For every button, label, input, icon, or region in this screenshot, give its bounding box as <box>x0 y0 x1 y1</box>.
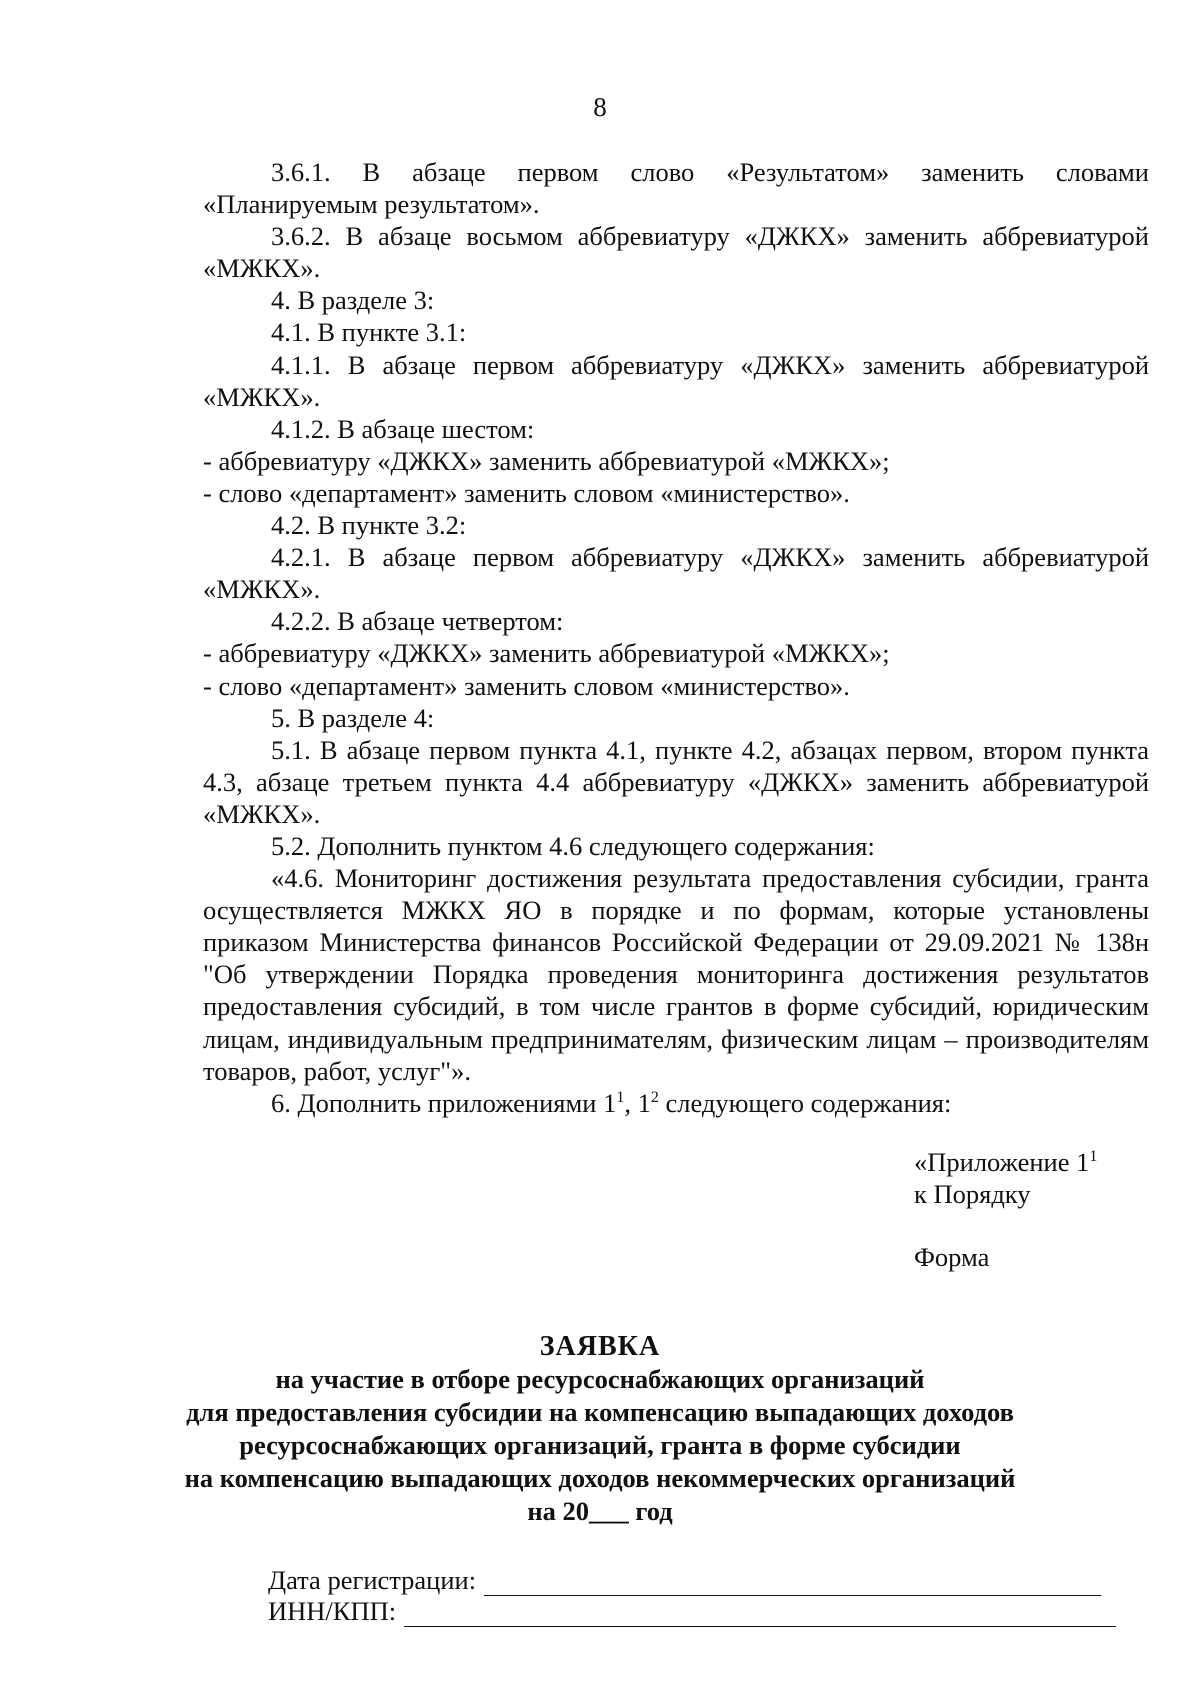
paragraph: 3.6.1. В абзаце первом слово «Результатом» заменить словами «Планируемым результатом». <box>203 157 1149 220</box>
paragraph: 4.1.1. В абзаце первом аббревиатуру «ДЖКХ» заменить аббревиатурой «МЖКХ». <box>203 349 1149 412</box>
appendix-line <box>914 1146 1097 1178</box>
dash-item: - слово «департамент» заменить словом «министерство». <box>203 670 850 701</box>
appendix-line: к Порядку <box>914 1179 1031 1209</box>
dash-item: - слово «департамент» заменить словом «министерство». <box>203 477 850 508</box>
supplement-paragraph <box>203 1087 1149 1119</box>
supplement-text: , 1 <box>624 1087 651 1118</box>
dash-item: - аббревиатуру «ДЖКХ» заменить аббревиатурой «МЖКХ»; <box>203 445 890 476</box>
paragraph: 4.2.1. В абзаце первом аббревиатуру «ДЖКХ» заменить аббревиатурой «МЖКХ». <box>203 542 1149 605</box>
superscript: 2 <box>650 1088 659 1106</box>
inn-kpp-row <box>268 1596 1116 1627</box>
heading-line: на 20___ год <box>527 1496 673 1526</box>
paragraph: «4.6. Мониторинг достижения результата предоставления субсидии, гранта осуществляется МЖКХ ЯО в порядке и по формам, которые установлены приказом Министерства финансов Российской Федерации от 29.09.2021 № 138н "Об утверждении Порядка проведения мониторинга достижения результатов предоставления субсидий, в том числе грантов в форме субсидий, юридическим лицам, индивидуальным предпринимателям, физическим лицам – производителям товаров, работ, услуг"». <box>203 863 1149 1086</box>
heading-line: для предоставления субсидии на компенсацию выпадающих доходов <box>186 1397 1014 1427</box>
paragraph: 3.6.2. В абзаце восьмом аббревиатуру «ДЖКХ» заменить аббревиатурой «МЖКХ». <box>203 221 1149 284</box>
page-number: 8 <box>593 92 607 122</box>
superscript: 1 <box>616 1088 625 1106</box>
paragraph: 5.2. Дополнить пунктом 4.6 следующего содержания: <box>271 830 875 861</box>
application-heading <box>150 1330 1050 1528</box>
appendix-title: «Приложение 1 <box>914 1147 1090 1177</box>
heading-line: на участие в отборе ресурсоснабжающих организаций <box>275 1364 925 1394</box>
heading-line: ресурсоснабжающих организаций, гранта в форме субсидии <box>239 1430 961 1460</box>
paragraph: 4. В разделе 3: <box>271 285 435 316</box>
paragraph: 4.1. В пункте 3.1: <box>271 317 467 348</box>
form-label: Форма <box>914 1242 990 1272</box>
paragraph: 4.1.2. В абзаце шестом: <box>271 413 535 444</box>
superscript: 1 <box>1089 1148 1098 1166</box>
supplement-text: 6. Дополнить приложениями 1 <box>271 1087 617 1118</box>
supplement-text: следующего содержания: <box>658 1087 952 1118</box>
dash-item: - аббревиатуру «ДЖКХ» заменить аббревиатурой «МЖКХ»; <box>203 638 890 669</box>
registration-date-label: Дата регистрации: <box>268 1565 477 1595</box>
paragraph: 4.2.2. В абзаце четвертом: <box>271 606 564 637</box>
heading-title: ЗАЯВКА <box>539 1331 661 1362</box>
paragraph: 4.2. В пункте 3.2: <box>271 510 467 541</box>
amendments-text <box>203 156 1149 1119</box>
paragraph: 5. В разделе 4: <box>271 702 435 733</box>
inn-kpp-label: ИНН/КПП: <box>268 1596 397 1626</box>
registration-date-row <box>268 1565 1101 1596</box>
registration-date-field[interactable] <box>484 1573 1101 1596</box>
heading-line: на компенсацию выпадающих доходов некоммерческих организаций <box>184 1463 1016 1493</box>
paragraph: 5.1. В абзаце первом пункта 4.1, пункте 4.2, абзацах первом, втором пункта 4.3, абзаце третьем пункта 4.4 аббревиатуру «ДЖКХ» заменить аббревиатурой «МЖКХ». <box>203 734 1149 829</box>
inn-kpp-field[interactable] <box>404 1604 1116 1627</box>
appendix-reference <box>914 1146 1097 1210</box>
